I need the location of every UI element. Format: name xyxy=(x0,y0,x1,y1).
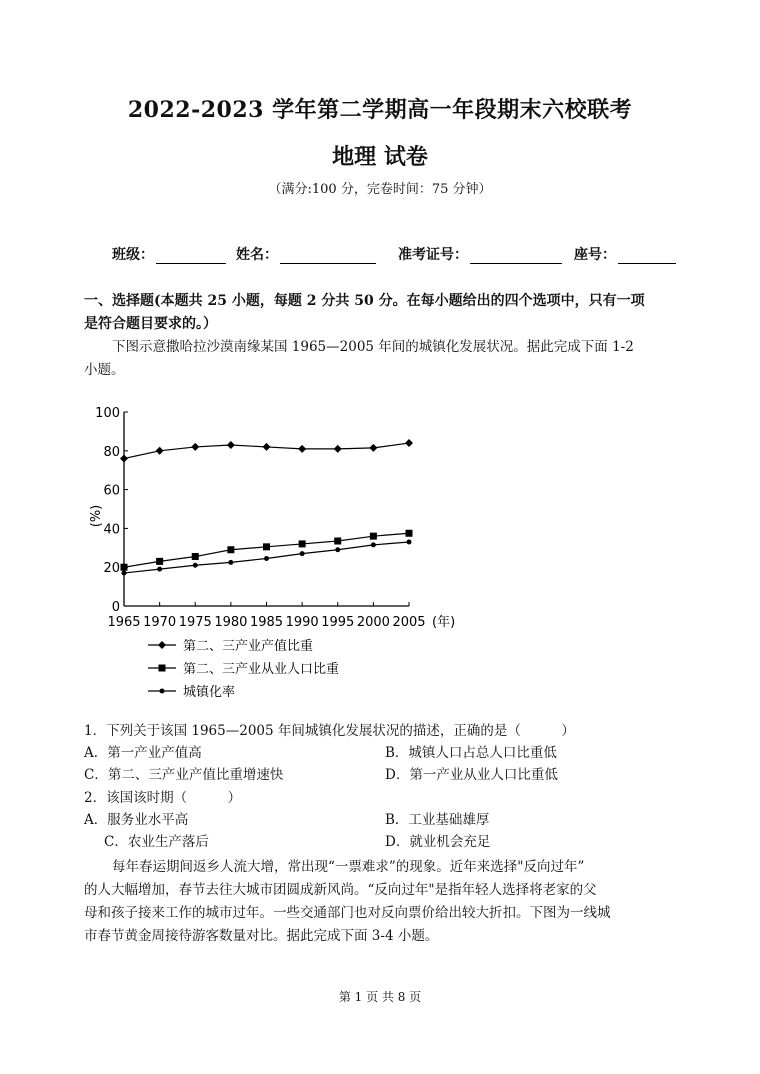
x-axis-label: (年) xyxy=(432,615,456,630)
urbanization-chart xyxy=(84,398,464,710)
series-1-point xyxy=(191,443,199,451)
series-1-point xyxy=(405,439,413,447)
x-tick-label: 1995 xyxy=(321,615,355,630)
section-heading-line2: 是符合题目要求的。） xyxy=(84,316,217,332)
section-heading-line1: 一、选择题(本题共 25 小题，每题 2 分共 50 分。在每小题给出的四个选项中，只有一项 xyxy=(84,293,645,309)
exam-title: 2022-2023 学年第二学期高一年段期末六校联考 xyxy=(127,97,633,123)
legend-label-3: 城镇化率 xyxy=(183,685,236,700)
series-1-point xyxy=(156,447,164,455)
x-tick-label: 2000 xyxy=(356,615,390,630)
q2-option-d[interactable]: D．就业机会充足 xyxy=(385,834,491,850)
q1-option-a[interactable]: A．第一产业产值高 xyxy=(84,745,202,761)
seat-field xyxy=(574,244,676,264)
y-axis-label: (%) xyxy=(89,504,104,528)
intro-paragraph-1 xyxy=(84,336,684,382)
section-heading xyxy=(84,290,684,336)
series-2-point xyxy=(121,564,128,571)
series-1 xyxy=(120,439,413,463)
intro1-line1: 下图示意撒哈拉沙漠南缘某国 1965—2005 年间的城镇化发展状况。据此完成下面 1-2 xyxy=(112,339,634,355)
series-1-point xyxy=(334,445,342,453)
series-2-point xyxy=(334,538,341,545)
x-tick-label: 1990 xyxy=(285,615,319,630)
legend-label-2: 第二、三产业从业人口比重 xyxy=(183,662,340,677)
chart-series xyxy=(120,439,413,575)
x-tick-label: 1985 xyxy=(249,615,284,630)
series-3-point xyxy=(157,567,162,572)
series-1-point xyxy=(227,441,235,449)
intro2-line1: 每年春运期间返乡人流大增，常出现“一票难求”的现象。近年来选择"反向过年” xyxy=(112,859,585,875)
question-1-stem: 1．下列关于该国 1965—2005 年间城镇化发展状况的描述，正确的是（ ） xyxy=(84,723,575,739)
series-2-point xyxy=(227,546,234,553)
series-2-point xyxy=(370,533,377,540)
legend-marker-3 xyxy=(160,689,165,694)
question-2-stem: 2．该国该时期（ ） xyxy=(84,790,242,806)
series-3-point xyxy=(122,571,127,576)
page-footer: 第 1 页 共 8 页 xyxy=(338,990,422,1004)
question-1 xyxy=(84,720,684,786)
x-tick-label: 1970 xyxy=(143,615,177,630)
q1-option-d[interactable]: D．第一产业从业人口比重低 xyxy=(385,767,558,783)
class-blank[interactable] xyxy=(156,249,226,264)
chart-legend xyxy=(148,638,339,700)
q2-option-b[interactable]: B．工业基础雄厚 xyxy=(385,812,490,828)
seat-label: 座号： xyxy=(574,247,616,263)
chart-axes xyxy=(89,406,455,630)
x-tick-label: 2005 xyxy=(392,615,426,630)
y-tick-label: 100 xyxy=(95,406,120,421)
y-tick-label: 60 xyxy=(103,483,120,499)
exam-id-field xyxy=(398,244,562,264)
series-3-point xyxy=(228,560,233,565)
score-note: （满分:100 分，完卷时间：75 分钟） xyxy=(268,182,492,197)
series-2-point xyxy=(156,558,163,565)
q1-option-b[interactable]: B．城镇人口占总人口比重低 xyxy=(385,745,557,761)
series-2-point xyxy=(263,543,270,550)
exam-id-blank[interactable] xyxy=(470,249,562,264)
series-1-point xyxy=(263,443,271,451)
y-tick-label: 40 xyxy=(103,522,120,538)
name-label: 姓名： xyxy=(236,247,278,263)
x-tick-label: 1975 xyxy=(178,615,212,630)
legend-label-1: 第二、三产业产值比重 xyxy=(183,639,314,654)
name-field xyxy=(236,244,376,264)
seat-blank[interactable] xyxy=(618,249,676,264)
x-tick-label: 1965 xyxy=(107,615,141,630)
series-3-point xyxy=(335,547,340,552)
intro2-line3: 母和孩子接来工作的城市过年。一些交通部门也对反向票价给出较大折扣。下图为一线城 xyxy=(84,905,611,921)
q1-option-c[interactable]: C．第二、三产业产值比重增速快 xyxy=(84,767,284,783)
series-1-point xyxy=(369,444,377,452)
intro1-line2: 小题。 xyxy=(84,362,125,378)
exam-id-label: 准考证号： xyxy=(398,247,468,263)
series-3-point xyxy=(264,556,269,561)
series-2 xyxy=(121,530,413,571)
intro2-line2: 的人大幅增加，春节去往大城市团圆成新风尚。“反向过年"是指年轻人选择将老家的父 xyxy=(84,882,597,898)
series-3-point xyxy=(300,551,305,556)
y-tick-label: 0 xyxy=(111,600,120,615)
subject-title: 地理 试卷 xyxy=(332,144,428,170)
legend-marker-2 xyxy=(159,665,166,672)
question-2 xyxy=(84,787,684,853)
series-3-point xyxy=(371,542,376,547)
name-blank[interactable] xyxy=(280,249,376,264)
class-label: 班级： xyxy=(112,247,154,263)
series-1-point xyxy=(298,445,306,453)
q2-option-c[interactable]: C．农业生产落后 xyxy=(104,834,209,850)
series-2-point xyxy=(299,540,306,547)
q2-option-a[interactable]: A．服务业水平高 xyxy=(84,812,189,828)
series-2-point xyxy=(406,530,413,537)
legend-marker-1 xyxy=(158,641,166,649)
y-tick-label: 80 xyxy=(103,444,120,460)
series-1-point xyxy=(120,455,128,463)
intro-paragraph-2 xyxy=(84,856,684,948)
series-2-point xyxy=(192,553,199,560)
series-3-point xyxy=(193,563,198,568)
y-tick-label: 20 xyxy=(103,561,120,577)
series-3-point xyxy=(407,539,412,544)
class-field xyxy=(112,244,226,264)
x-tick-label: 1980 xyxy=(214,615,248,630)
intro2-line4: 市春节黄金周接待游客数量对比。据此完成下面 3-4 小题。 xyxy=(84,928,439,944)
